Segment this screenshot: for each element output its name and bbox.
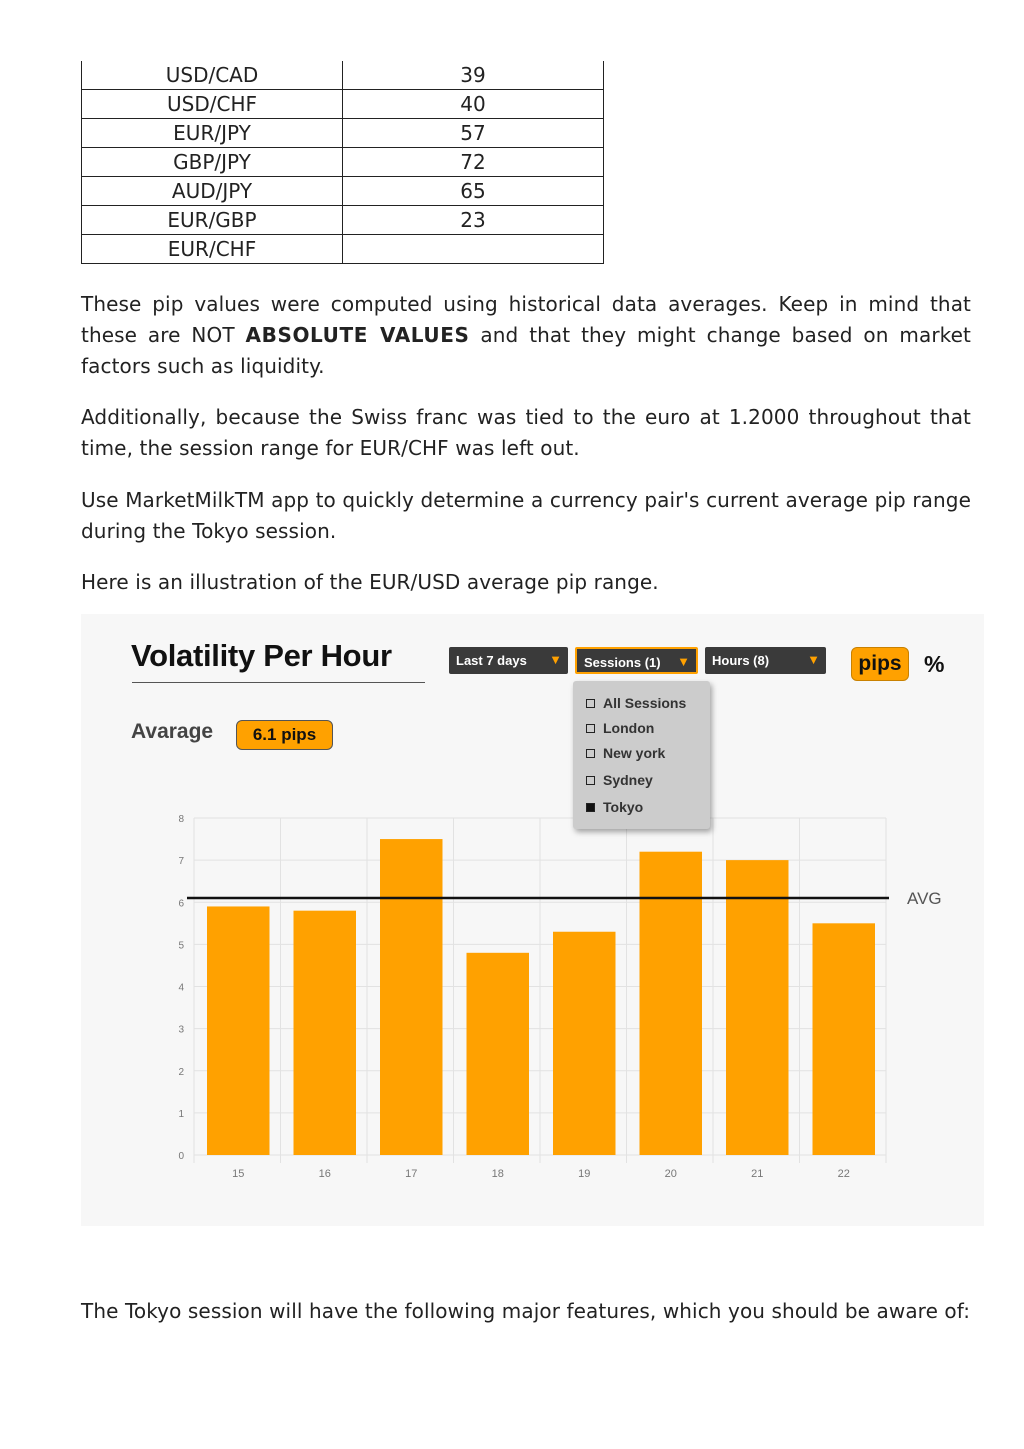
bar bbox=[380, 839, 443, 1155]
pair-cell: EUR/GBP bbox=[82, 206, 343, 235]
checkbox-icon[interactable] bbox=[586, 724, 595, 733]
pair-cell: AUD/JPY bbox=[82, 177, 343, 206]
table-row bbox=[82, 206, 604, 235]
pips-unit-button[interactable]: pips bbox=[851, 647, 909, 681]
pips-cell: 40 bbox=[343, 90, 604, 119]
session-option-tokyo[interactable] bbox=[586, 798, 643, 816]
pair-cell: EUR/JPY bbox=[82, 119, 343, 148]
pair-cell: USD/CHF bbox=[82, 90, 343, 119]
table-row bbox=[82, 90, 604, 119]
checkbox-icon[interactable] bbox=[586, 699, 595, 708]
paragraph-text: and that they might change based on market factors such as liquidity. bbox=[81, 323, 971, 378]
pips-cell bbox=[343, 235, 604, 264]
period-dropdown-label: Last 7 days bbox=[456, 653, 527, 668]
pips-cell: 57 bbox=[343, 119, 604, 148]
y-tick-label: 7 bbox=[178, 856, 184, 868]
average-label: Avarage bbox=[131, 720, 214, 743]
pips-cell: 23 bbox=[343, 206, 604, 235]
paragraph-tokyo-features: The Tokyo session will have the following major features, which you should be aware of: bbox=[81, 1299, 971, 1323]
session-option-label: Sydney bbox=[603, 772, 653, 788]
checkbox-icon[interactable] bbox=[586, 776, 595, 785]
session-option-label: Tokyo bbox=[603, 799, 644, 815]
y-tick-label: 2 bbox=[178, 1066, 184, 1078]
absolute-values-emphasis: ABSOLUTE VALUES bbox=[245, 323, 470, 347]
table-row bbox=[82, 235, 604, 264]
sessions-dropdown-label: Sessions (1) bbox=[584, 655, 661, 670]
x-tick-label: 21 bbox=[751, 1168, 764, 1180]
session-option-label: London bbox=[603, 720, 655, 736]
x-tick-label: 19 bbox=[578, 1168, 591, 1180]
hours-dropdown-label: Hours (8) bbox=[712, 653, 770, 668]
pips-cell: 39 bbox=[343, 61, 604, 90]
pair-cell: EUR/CHF bbox=[82, 235, 343, 264]
pips-cell: 65 bbox=[343, 177, 604, 206]
percent-unit-button[interactable]: % bbox=[924, 651, 945, 677]
bar-chart bbox=[81, 614, 984, 1226]
chevron-down-icon: ▼ bbox=[807, 652, 820, 667]
table-row bbox=[82, 61, 604, 90]
table-row bbox=[82, 177, 604, 206]
paragraph-text: These pip values were computed using historical data averages. Keep in mind that these are NOT bbox=[81, 292, 971, 347]
pip-table bbox=[81, 61, 604, 264]
y-tick-label: 6 bbox=[178, 898, 184, 910]
volatility-widget bbox=[81, 614, 984, 1226]
bar bbox=[294, 911, 357, 1155]
x-tick-label: 15 bbox=[232, 1168, 245, 1180]
y-tick-label: 8 bbox=[178, 814, 184, 825]
session-option-new-york[interactable] bbox=[586, 744, 665, 762]
session-option-label: New york bbox=[603, 745, 666, 761]
average-badge: 6.1 pips bbox=[236, 720, 333, 750]
widget-title: Volatility Per Hour bbox=[131, 638, 392, 673]
session-option-all[interactable] bbox=[586, 694, 686, 712]
session-option-london[interactable] bbox=[586, 719, 654, 737]
bar bbox=[726, 860, 789, 1155]
chevron-down-icon: ▼ bbox=[549, 652, 562, 667]
table-row bbox=[82, 119, 604, 148]
table-row bbox=[82, 148, 604, 177]
x-tick-label: 22 bbox=[837, 1168, 850, 1180]
y-tick-label: 3 bbox=[178, 1024, 184, 1036]
checkbox-icon[interactable] bbox=[586, 749, 595, 758]
x-tick-label: 20 bbox=[664, 1168, 677, 1180]
average-line-label: AVG bbox=[907, 889, 942, 909]
paragraph-marketmilk: Use MarketMilkTM app to quickly determine a currency pair's current average pip range during the Tokyo session. bbox=[81, 488, 971, 543]
checkbox-checked-icon[interactable] bbox=[586, 803, 595, 812]
bar bbox=[813, 923, 876, 1155]
pips-cell: 72 bbox=[343, 148, 604, 177]
pair-cell: GBP/JPY bbox=[82, 148, 343, 177]
paragraph-pip-values bbox=[81, 289, 971, 382]
paragraph-illustration-intro: Here is an illustration of the EUR/USD average pip range. bbox=[81, 570, 659, 594]
session-option-sydney[interactable] bbox=[586, 771, 653, 789]
y-tick-label: 4 bbox=[178, 982, 184, 994]
y-tick-label: 0 bbox=[178, 1151, 184, 1162]
x-tick-label: 18 bbox=[491, 1168, 504, 1180]
chevron-down-icon: ▼ bbox=[677, 654, 690, 669]
pair-cell: USD/CAD bbox=[82, 61, 343, 90]
x-tick-label: 16 bbox=[318, 1168, 331, 1180]
bar bbox=[553, 932, 616, 1155]
session-option-label: All Sessions bbox=[603, 695, 687, 711]
paragraph-swiss-franc: Additionally, because the Swiss franc was tied to the euro at 1.2000 throughout that time, the session range for EUR/CHF was left out. bbox=[81, 405, 971, 460]
x-tick-label: 17 bbox=[405, 1168, 418, 1180]
bar bbox=[467, 953, 530, 1155]
bar bbox=[207, 906, 270, 1155]
y-tick-label: 1 bbox=[178, 1108, 184, 1120]
y-tick-label: 5 bbox=[178, 940, 184, 952]
sessions-menu bbox=[573, 681, 710, 829]
